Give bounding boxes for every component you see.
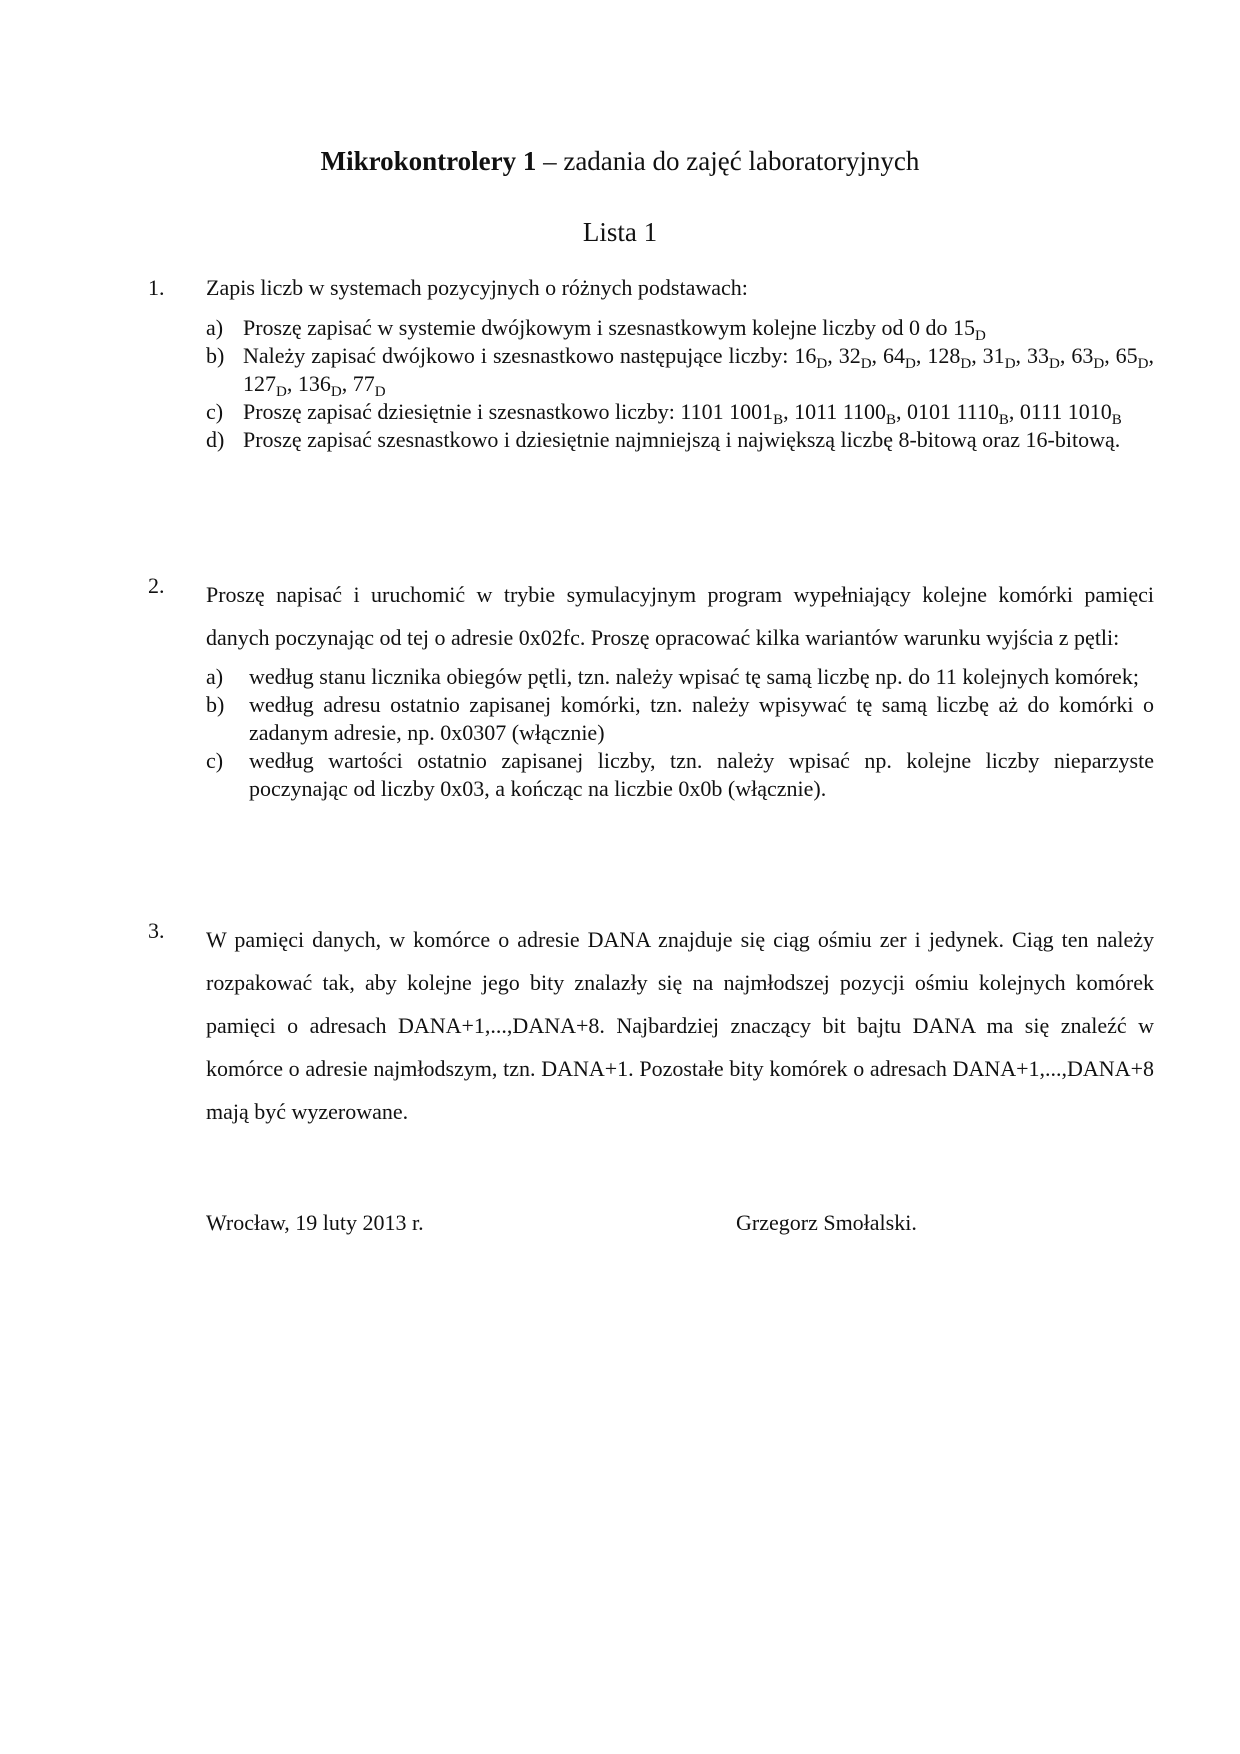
task-2-item-a: [206, 663, 1154, 691]
item-label: b): [206, 343, 225, 368]
task-3-number: 3.: [148, 918, 165, 943]
task-2-item-b: [206, 691, 1154, 747]
task-3-text: W pamięci danych, w komórce o adresie DANA znajduje się ciąg ośmiu zer i jedynek. Ciąg ten należy rozpakować tak, aby kolejne jego bity znalazły się na najmłodszej pozycji ośmiu kolejnych komórek pamięci o adresach DANA+1,...,DANA+8. Najbardziej znaczący bit bajtu DANA ma się znaleźć w komórce o adresie najmłodszym, tzn. DANA+1. Pozostałe bity komórek o adresach DANA+1,...,DANA+8 mają być wyzerowane.: [206, 927, 1154, 1124]
item-text: według adresu ostatnio zapisanej komórki, tzn. należy wpisywać tę samą liczbę aż do komórki o zadanym adresie, np. 0x0307 (włącznie): [249, 692, 1154, 745]
task-2-item-c: [206, 747, 1154, 803]
task-2-number: 2.: [148, 573, 165, 598]
list-subtitle: Lista 1: [582, 217, 658, 247]
title-rest: – zadania do zajęć laboratoryjnych: [536, 146, 920, 176]
course-name: Mikrokontrolery 1: [320, 146, 537, 176]
item-text: Proszę zapisać dziesiętnie i szesnastkowo liczby: 1101 $1001_B$, 1011 $1100_B$, 0101 $1110_B$, 0111 $1010_B$: [243, 399, 1122, 428]
item-label: c): [206, 748, 224, 773]
item-label: a): [206, 664, 224, 689]
task-2-body: [206, 573, 1154, 803]
item-text: według stanu licznika obiegów pętli, tzn. należy wpisać tę samą liczbę np. do 11 kolejnych komórek;: [249, 664, 1139, 689]
task-1: [148, 275, 1154, 454]
item-text: Należy zapisać dwójkowo i szesnastkowo następujące liczby: $16_D$, $32_D$, $64_D$, $128_D$, $31_D$, $33_D$, $63_D$, $65_D$, $127_D$, $136_D$, $77_D$: [243, 343, 1155, 400]
task-2-intro: Proszę napisać i uruchomić w trybie symulacyjnym program wypełniający kolejne komórki pamięci danych poczynając od tej o adresie 0x02fc. Proszę opracować kilka wariantów warunku wyjścia z pętli:: [206, 582, 1154, 650]
task-1-number: 1.: [148, 275, 165, 300]
task-1-intro: Zapis liczb w systemach pozycyjnych o różnych podstawach:: [206, 275, 748, 300]
document-title: [0, 146, 1240, 177]
item-text: Proszę zapisać w systemie dwójkowym i szesnastkowym kolejne liczby od 0 do $15_D$: [243, 315, 986, 344]
item-text: według wartości ostatnio zapisanej liczby, tzn. należy wpisać np. kolejne liczby nieparzyste poczynając od liczby 0x03, a kończąc na liczbie 0x0b (włącznie).: [249, 748, 1154, 801]
item-text: Proszę zapisać szesnastkowo i dziesiętnie najmniejszą i największą liczbę 8-bitową oraz 16-bitową.: [243, 427, 1121, 452]
item-label: b): [206, 692, 225, 717]
task-1-item-a: [206, 314, 1154, 342]
task-2: [148, 573, 1154, 803]
place-date: Wrocław, 19 luty 2013 r.: [206, 1210, 424, 1235]
item-label: d): [206, 427, 225, 452]
item-label: c): [206, 399, 224, 424]
task-1-item-c: [206, 398, 1154, 426]
task-1-item-d: [206, 426, 1154, 454]
task-1-body: [206, 275, 1154, 454]
task-3: [148, 918, 1154, 1133]
item-label: a): [206, 315, 224, 340]
task-1-item-b: [206, 342, 1154, 398]
author-signature: Grzegorz Smołalski.: [736, 1210, 917, 1235]
